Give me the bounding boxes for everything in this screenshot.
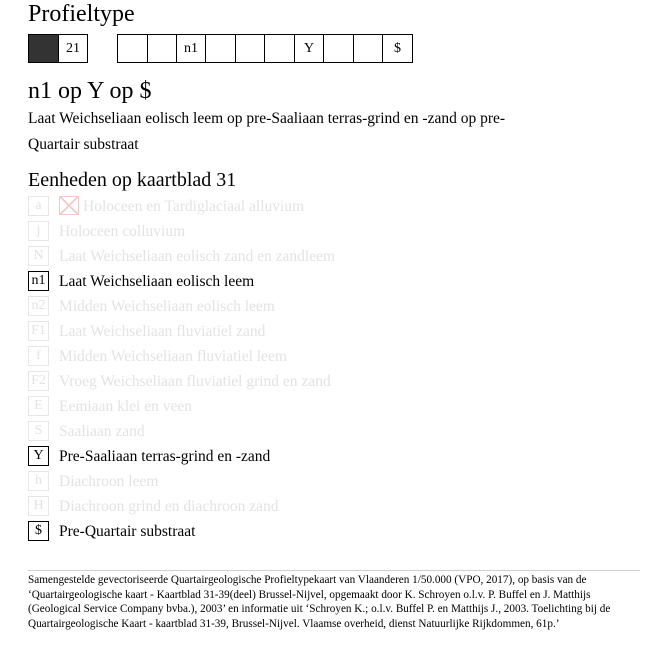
unit-label: Pre-Saaliaan terras-grind en -zand bbox=[59, 448, 271, 465]
unit-symbol: S bbox=[28, 421, 49, 441]
unit-label: Laat Weichseliaan eolisch zand en zandleem bbox=[59, 248, 336, 265]
unit-symbol: F2 bbox=[28, 371, 49, 391]
unit-symbol: N bbox=[28, 246, 49, 266]
unit-label: Vroeg Weichseliaan fluviatiel grind en zand bbox=[59, 373, 331, 390]
source-citation: Samengestelde gevectoriseerde Quartairgeologische Profieltypekaart van Vlaanderen 1/50.000 (VPO, 2017), op basis van de ‘Quartairgeologische kaart - Kaartblad 31-39(deel) Brussel-Nijvel, opgemaakt door K. Schroyen o.l.v. P. Buffel en J. Matthijs (Geological Service Company bvba.), 2003’ en informatie uit ‘Schroyen K.; o.l.v. Buffel P. en Matthijs J., 2003. Toelichting bij de Quartairgeologische Kaart - kaartblad 31-39, Brussel-Nijvel. Vlaamse overheid, dienst Natuurlijke Rijkdommen, 61p.’ bbox=[28, 574, 611, 630]
footer-divider bbox=[28, 570, 640, 571]
code-cell-5: n1 bbox=[176, 34, 206, 63]
unit-label: Midden Weichseliaan eolisch leem bbox=[59, 298, 275, 315]
unit-symbol: Y bbox=[28, 446, 49, 466]
unit-label: Eemiaan klei en veen bbox=[59, 398, 192, 415]
code-cell-1 bbox=[28, 34, 59, 63]
code-cell-12: $ bbox=[382, 34, 413, 63]
unit-label: Holoceen en Tardiglaciaal alluvium bbox=[83, 198, 305, 215]
code-cell-9: Y bbox=[294, 34, 324, 63]
unit-symbol: F1 bbox=[28, 321, 49, 341]
unit-symbol: f bbox=[28, 346, 49, 366]
unit-symbol: n1 bbox=[28, 271, 49, 291]
code-cell-7 bbox=[235, 34, 265, 63]
unit-label: Diachroon leem bbox=[59, 473, 159, 490]
unit-label: Diachroon grind en diachroon zand bbox=[59, 498, 279, 515]
code-cell-10 bbox=[323, 34, 354, 63]
code-cell-6 bbox=[205, 34, 236, 63]
code-cell-4 bbox=[147, 34, 177, 63]
unit-symbol: $ bbox=[28, 521, 49, 541]
unit-symbol: H bbox=[28, 496, 49, 516]
code-cell-8 bbox=[264, 34, 295, 63]
unit-label: Laat Weichseliaan fluviatiel zand bbox=[59, 323, 266, 340]
code-cell-2: 21 bbox=[58, 34, 88, 63]
unit-label: Holoceen colluvium bbox=[59, 223, 186, 240]
units-heading: Eenheden op kaartblad 31 bbox=[28, 169, 237, 191]
unit-symbol: j bbox=[28, 221, 49, 241]
unit-label: Laat Weichseliaan eolisch leem bbox=[59, 273, 255, 290]
unit-symbol: h bbox=[28, 471, 49, 491]
unit-label: Pre-Quartair substraat bbox=[59, 523, 196, 540]
code-cell-3 bbox=[117, 34, 148, 63]
hatch-pattern-icon bbox=[59, 196, 79, 215]
unit-symbol: E bbox=[28, 396, 49, 416]
unit-symbol: n2 bbox=[28, 296, 49, 316]
profile-code-heading: n1 op Y op $ bbox=[28, 78, 152, 104]
unit-label: Midden Weichseliaan fluviatiel leem bbox=[59, 348, 287, 365]
unit-label: Saaliaan zand bbox=[59, 423, 145, 440]
code-cell-11 bbox=[353, 34, 383, 63]
page-title: Profieltype bbox=[28, 1, 135, 27]
unit-symbol: a bbox=[28, 196, 49, 216]
profile-description: Laat Weichseliaan eolisch leem op pre-Saaliaan terras-grind en -zand op pre-Quartair substraat bbox=[28, 110, 506, 153]
